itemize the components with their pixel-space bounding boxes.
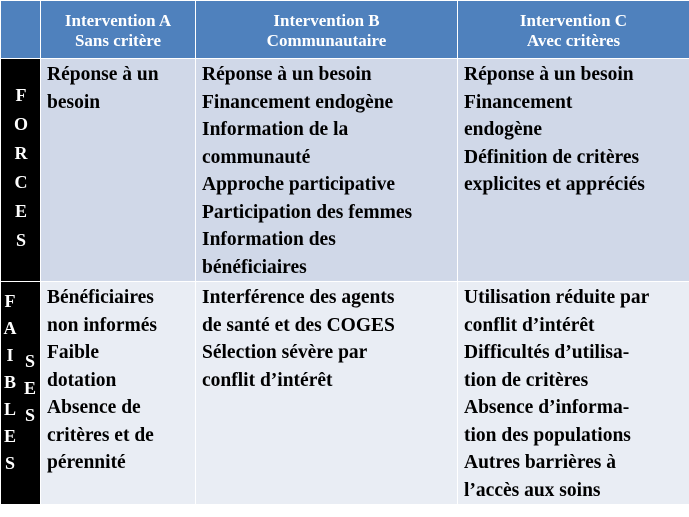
- cell-line: Faible: [47, 342, 99, 363]
- faiblesses-intervention-b: [196, 282, 458, 505]
- header-intervention-b: [196, 1, 458, 59]
- header-b-line-2: Communautaire: [266, 30, 387, 50]
- cell-line: critères et de: [47, 424, 154, 446]
- header-a-line-1: Intervention A: [64, 10, 172, 30]
- cell-line: Approche participative: [202, 174, 396, 195]
- cell-line: conflit d’intérêt: [464, 314, 595, 336]
- header-a-line-2: Sans critère: [74, 30, 162, 50]
- forces-letter: O: [13, 114, 28, 134]
- faiblesses-intervention-a: [41, 282, 196, 505]
- faiblesses-letter: A: [3, 318, 17, 338]
- cell-line: Réponse à un besoin: [202, 64, 372, 85]
- forces-side-label: [1, 59, 41, 282]
- cell-line: tion de critères: [464, 369, 589, 391]
- forces-letters: [1, 81, 41, 255]
- faiblesses-letter: L: [3, 399, 16, 419]
- faiblesses-letters-left: [3, 288, 17, 477]
- cell-line: Définition de critères: [464, 146, 640, 168]
- faiblesses-side-label: [1, 282, 41, 505]
- header-intervention-a: [41, 1, 196, 59]
- cell-line: Autres barrières à: [464, 452, 616, 473]
- cell-line: Difficultés d’utilisa-: [464, 342, 630, 363]
- forces-letter: S: [15, 230, 26, 250]
- forces-intervention-c: [458, 59, 689, 282]
- cell-line: explicites et appréciés: [464, 174, 645, 195]
- header-c-line-2: Avec critères: [526, 30, 621, 50]
- cell-line: Bénéficiaires: [47, 287, 154, 308]
- cell-line: Interférence des agents: [202, 287, 395, 308]
- header-intervention-c: [458, 1, 689, 59]
- cell-line: endogène: [464, 119, 542, 140]
- faiblesses-letter: E: [3, 426, 16, 446]
- cell-line: pérennité: [47, 452, 126, 473]
- cell-line: bénéficiaires: [202, 256, 307, 278]
- forces-letter: F: [15, 85, 27, 105]
- faiblesses-letter: F: [4, 291, 16, 311]
- cell-line: Utilisation réduite par: [464, 287, 650, 308]
- cell-line: Financement endogène: [202, 91, 394, 113]
- header-b-line-1: Intervention B: [273, 10, 380, 30]
- header-corner: [1, 1, 41, 59]
- header-row: [1, 1, 689, 59]
- cell-line: Financement: [464, 91, 573, 113]
- forces-intervention-b: [196, 59, 458, 282]
- cell-line: besoin: [47, 91, 101, 113]
- forces-intervention-a: [41, 59, 196, 282]
- faiblesses-letter: I: [6, 345, 14, 365]
- cell-line: Information des: [202, 229, 336, 250]
- cell-line: Absence d’informa-: [464, 397, 630, 418]
- cell-line: Participation des femmes: [202, 201, 413, 223]
- forces-letter: C: [14, 172, 28, 192]
- forces-letter: R: [14, 143, 28, 163]
- faiblesses-letters-right: [23, 348, 37, 429]
- cell-line: conflit d’intérêt: [202, 369, 333, 391]
- cell-line: Information de la: [202, 119, 349, 140]
- cell-line: Sélection sévère par: [202, 342, 368, 363]
- faiblesses-letter: S: [4, 453, 15, 473]
- cell-line: Réponse à un: [47, 64, 159, 85]
- faiblesses-intervention-c: [458, 282, 689, 505]
- cell-line: l’accès aux soins: [464, 479, 601, 501]
- cell-line: non informés: [47, 314, 157, 336]
- forces-letter: E: [14, 201, 27, 221]
- faiblesses-letter: B: [3, 372, 16, 392]
- forces-row: [1, 59, 689, 282]
- header-c-line-1: Intervention C: [519, 10, 628, 30]
- faiblesses-row: [1, 282, 689, 505]
- faiblesses-letter: E: [23, 378, 36, 398]
- cell-line: Absence de: [47, 397, 141, 418]
- cell-line: tion des populations: [464, 424, 631, 446]
- cell-line: Réponse à un besoin: [464, 64, 634, 85]
- cell-line: dotation: [47, 369, 117, 391]
- cell-line: communauté: [202, 146, 311, 168]
- cell-line: de santé et des COGES: [202, 314, 395, 336]
- faiblesses-letter: S: [24, 405, 35, 425]
- faiblesses-letter: S: [24, 351, 35, 371]
